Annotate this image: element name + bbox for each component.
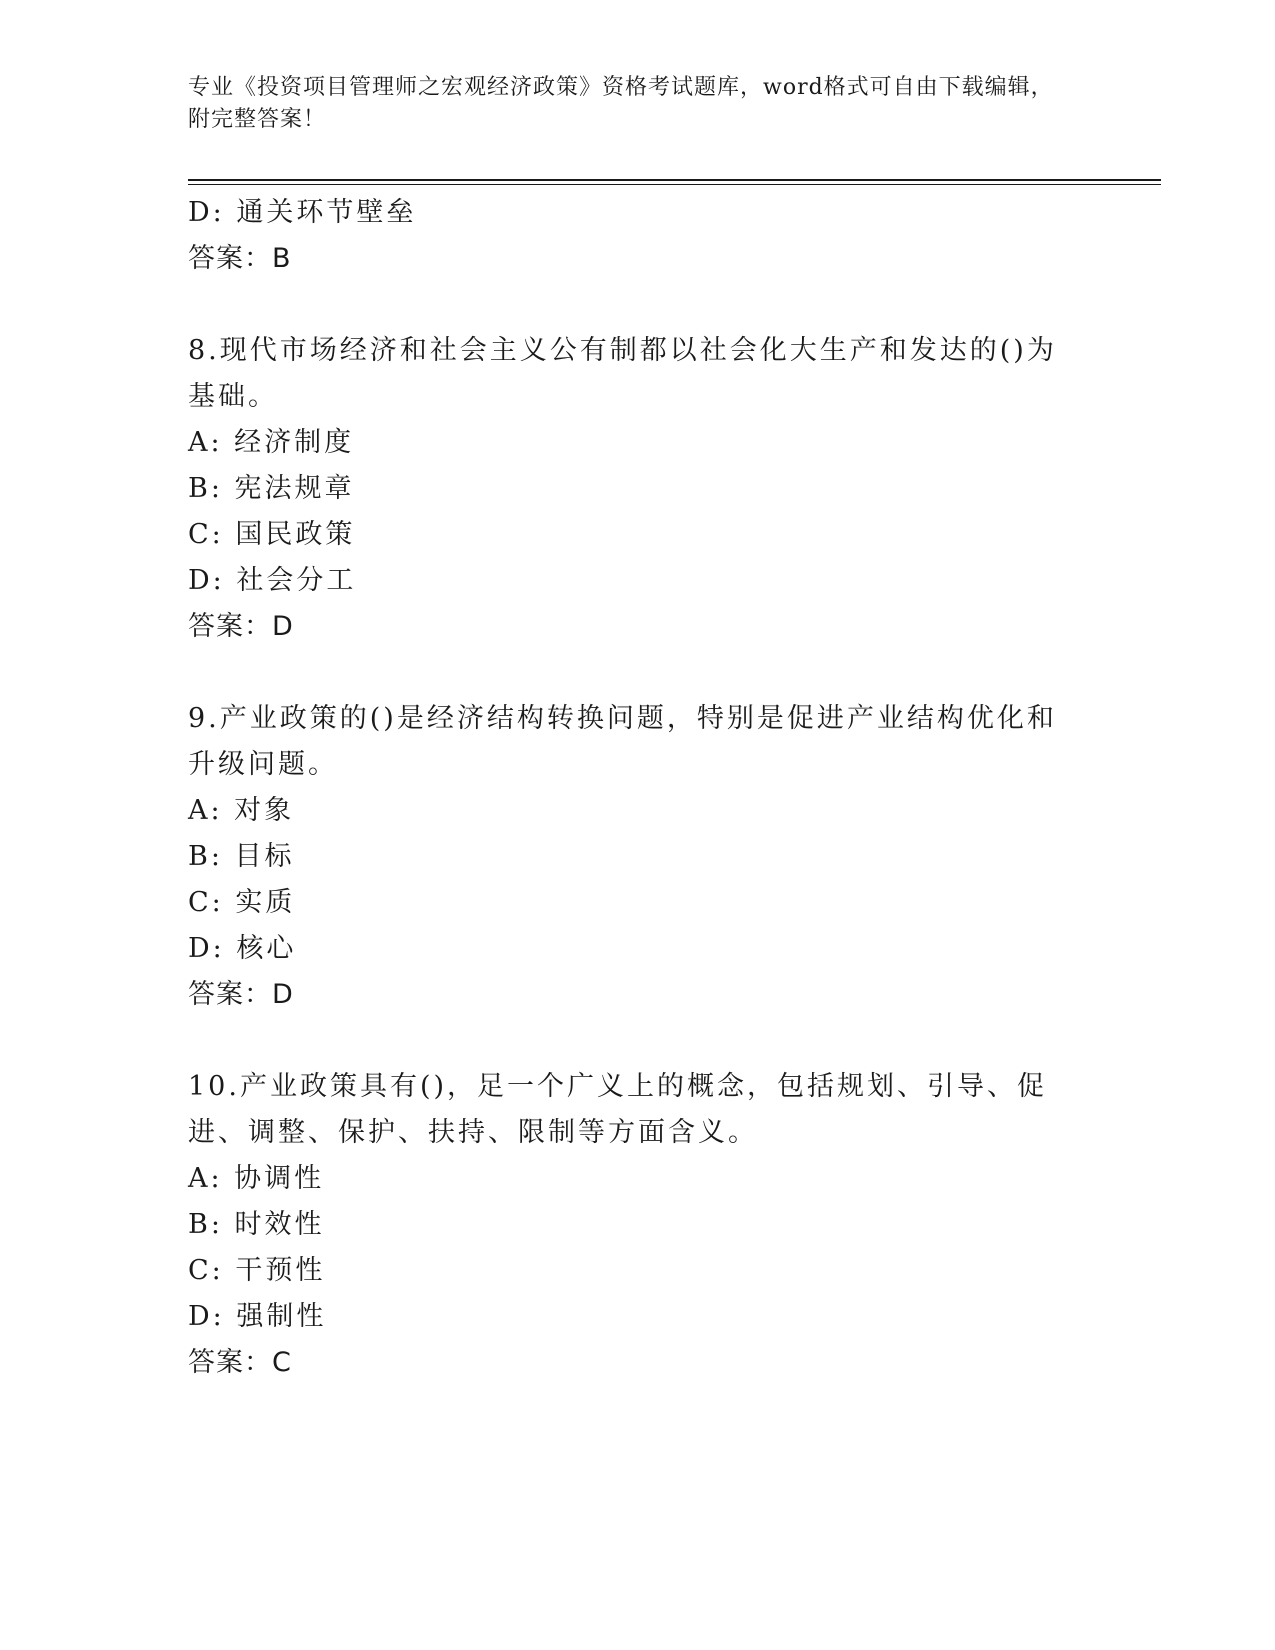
question-list xyxy=(188,190,1068,1386)
option-a: A: 对象 xyxy=(188,795,295,826)
option-d: D: 通关环节壁垒 xyxy=(188,197,417,228)
question-stem: 10.产业政策具有()，足一个广义上的概念，包括规划、引导、促进、调整、保护、扶持、限制等方面含义。 xyxy=(188,1071,1048,1148)
option-c: C: 实质 xyxy=(188,887,296,918)
answer-line: 答案：D xyxy=(188,611,294,642)
option-b: B: 宪法规章 xyxy=(188,473,355,504)
answer-line: 答案：B xyxy=(188,243,292,274)
header-divider-thick xyxy=(188,179,1161,181)
option-c: C: 国民政策 xyxy=(188,519,356,550)
question-stem: 9.产业政策的()是经济结构转换问题，特别是促进产业结构优化和升级问题。 xyxy=(188,703,1057,780)
option-b: B: 目标 xyxy=(188,841,295,872)
answer-line: 答案：C xyxy=(188,1347,292,1378)
header-divider-thin xyxy=(188,184,1161,185)
option-c: C: 干预性 xyxy=(188,1255,326,1286)
option-a: A: 协调性 xyxy=(188,1163,325,1194)
option-b: B: 时效性 xyxy=(188,1209,325,1240)
option-d: D: 核心 xyxy=(188,933,297,964)
question-stem: 8.现代市场经济和社会主义公有制都以社会化大生产和发达的()为基础。 xyxy=(188,335,1057,412)
option-d: D: 社会分工 xyxy=(188,565,357,596)
document-header: 专业《投资项目管理师之宏观经济政策》资格考试题库，word格式可自由下载编辑，附完整答案！ xyxy=(188,75,1054,132)
answer-line: 答案：D xyxy=(188,979,294,1010)
option-a: A: 经济制度 xyxy=(188,427,355,458)
option-d: D: 强制性 xyxy=(188,1301,327,1332)
